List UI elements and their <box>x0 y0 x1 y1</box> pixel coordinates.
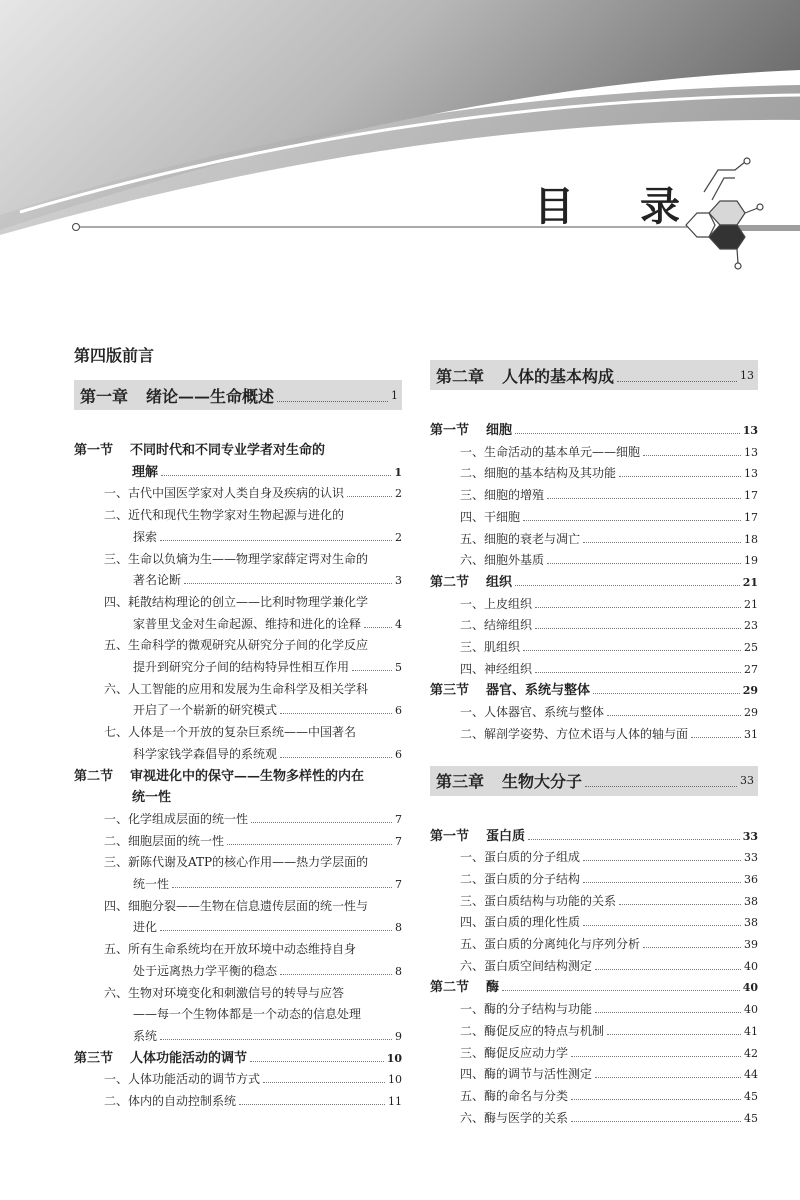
page-number: 18 <box>744 532 758 546</box>
leader-dots <box>515 585 740 586</box>
page-number: 10 <box>386 1051 402 1065</box>
toc-item-text: 一、上皮组织 <box>460 596 533 611</box>
page-number: 40 <box>744 959 758 973</box>
page-number: 38 <box>744 916 758 930</box>
section-title: 酶 <box>486 980 500 996</box>
toc-item-continued[interactable] <box>74 614 402 636</box>
page-number: 11 <box>388 1095 402 1109</box>
toc-item-text: 科学家钱学森倡导的系统观 <box>133 746 278 761</box>
toc-item-text: 开启了一个崭新的研究模式 <box>133 703 278 718</box>
page-number: 38 <box>744 894 758 908</box>
leader-dots <box>547 563 741 564</box>
page-number: 2 <box>395 530 402 544</box>
leader-dots <box>619 904 741 905</box>
toc-item-text: 一、古代中国医学家对人类自身及疾病的认识 <box>104 486 345 501</box>
title-char-2: 录 <box>640 183 680 230</box>
chapter-number: 第三章 <box>436 772 485 792</box>
leader-dots <box>364 627 392 628</box>
toc-item-text: 二、解剖学姿势、方位术语与人体的轴与面 <box>460 726 689 741</box>
page-number: 42 <box>744 1046 758 1060</box>
toc-item[interactable] <box>74 592 402 614</box>
leader-dots <box>643 455 741 456</box>
section-heading-continued[interactable] <box>74 462 402 484</box>
leader-dots <box>523 520 741 521</box>
page-number: 8 <box>395 921 402 935</box>
page-number: 8 <box>395 964 402 978</box>
toc-item-text: 二、近代和现代生物学家对生物起源与进化的 <box>104 508 345 523</box>
leader-dots <box>593 693 740 694</box>
section-heading[interactable] <box>430 680 758 702</box>
toc-item[interactable] <box>430 934 758 956</box>
section-heading[interactable] <box>430 420 758 442</box>
page-number: 33 <box>742 829 758 843</box>
toc-item[interactable] <box>430 1021 758 1043</box>
section-title: 不同时代和不同专业学者对生命的 <box>130 443 326 458</box>
toc-item-text: 二、细胞的基本结构及其功能 <box>460 466 617 481</box>
leader-dots <box>571 1056 741 1057</box>
toc-item-text: 四、神经组织 <box>460 661 533 676</box>
leader-dots <box>280 974 392 975</box>
toc-item[interactable] <box>430 956 758 978</box>
leader-dots <box>528 839 740 840</box>
toc-item-continued[interactable] <box>74 570 402 592</box>
toc-item-text: 提升到研究分子间的结构特异性相互作用 <box>133 660 350 675</box>
toc-item[interactable] <box>430 1108 758 1130</box>
leader-dots <box>172 887 392 888</box>
toc-item-text: 六、蛋白质空间结构测定 <box>460 958 593 973</box>
leader-dots <box>595 969 741 970</box>
page-number: 36 <box>744 872 758 886</box>
toc-item[interactable] <box>74 1091 402 1113</box>
toc-item[interactable] <box>74 1069 402 1091</box>
toc-item-continued[interactable] <box>74 657 402 679</box>
toc-item-text: 三、生命以负熵为生——物理学家薛定谔对生命的 <box>104 551 369 566</box>
leader-dots <box>583 860 741 861</box>
toc-item[interactable] <box>74 939 402 961</box>
chapter-3-heading[interactable] <box>430 766 758 796</box>
page-number: 7 <box>395 834 402 848</box>
toc-item-text: 五、细胞的衰老与凋亡 <box>460 531 581 546</box>
toc-item[interactable] <box>430 1043 758 1065</box>
page-number: 4 <box>395 617 402 631</box>
section-number: 第一节 <box>430 423 470 438</box>
toc-item-text: 进化 <box>133 920 158 935</box>
toc-item[interactable] <box>430 550 758 572</box>
leader-dots <box>607 1034 741 1035</box>
leader-dots <box>547 498 741 499</box>
toc-item[interactable] <box>430 869 758 891</box>
leader-dots <box>535 628 741 629</box>
toc-item[interactable] <box>430 891 758 913</box>
leader-dots <box>571 1099 741 1100</box>
chapter-title: 绪论——生命概述 <box>146 386 275 406</box>
page-number: 45 <box>744 1111 758 1125</box>
page-number: 29 <box>742 684 758 698</box>
page-number: 40 <box>744 1003 758 1017</box>
toc-item[interactable] <box>430 507 758 529</box>
leader-dots <box>280 713 392 714</box>
leader-dots <box>595 1012 741 1013</box>
page-number: 9 <box>395 1029 402 1043</box>
toc-item-text: 一、生命活动的基本单元——细胞 <box>460 444 641 459</box>
page-number: 25 <box>744 641 758 655</box>
page-number: 13 <box>740 368 754 382</box>
toc-item-text: 一、人体功能活动的调节方式 <box>104 1072 261 1087</box>
toc-item-text: 系统 <box>133 1028 158 1043</box>
toc-item[interactable] <box>74 635 402 657</box>
toc-item-text: 三、蛋白质结构与功能的关系 <box>460 893 617 908</box>
leader-dots <box>691 737 741 738</box>
toc-item-text: 二、结缔组织 <box>460 618 533 633</box>
toc-item-continued[interactable] <box>74 527 402 549</box>
toc-item-text: 统一性 <box>133 877 170 892</box>
leader-dots <box>184 583 392 584</box>
page-number: 1 <box>394 465 402 479</box>
toc-item-text: 二、体内的自动控制系统 <box>104 1094 237 1109</box>
leader-dots <box>607 715 741 716</box>
section-number: 第三节 <box>430 683 470 699</box>
section-heading[interactable] <box>430 572 758 594</box>
section-title: 蛋白质 <box>486 828 526 844</box>
leader-dots <box>280 757 392 758</box>
toc-item-text: 三、肌组织 <box>460 640 521 655</box>
section-title: 审视进化中的保守——生物多样性的内在 <box>130 768 365 784</box>
chapter-1-heading[interactable] <box>74 380 402 410</box>
page-number: 7 <box>395 812 402 826</box>
leader-dots <box>251 822 392 823</box>
leader-dots <box>502 990 740 991</box>
section-heading[interactable] <box>430 977 758 999</box>
toc-item-text: 二、蛋白质的分子结构 <box>460 871 581 886</box>
leader-dots <box>515 433 740 434</box>
toc-item[interactable] <box>430 1086 758 1108</box>
page-number: 41 <box>744 1024 758 1038</box>
toc-item[interactable] <box>430 1064 758 1086</box>
toc-item-continued[interactable] <box>74 744 402 766</box>
toc-item-text: 五、蛋白质的分离纯化与序列分析 <box>460 937 641 952</box>
page-number: 10 <box>388 1073 402 1087</box>
toc-item-text: 一、蛋白质的分子组成 <box>460 850 581 865</box>
section-number: 第二节 <box>74 768 114 784</box>
page-number: 27 <box>744 662 758 676</box>
page-number: 2 <box>395 487 402 501</box>
toc-item-text: 一、化学组成层面的统一性 <box>104 811 249 826</box>
page-number: 13 <box>744 467 758 481</box>
preface-heading[interactable]: 第四版前言 <box>74 346 155 365</box>
leader-dots <box>583 925 741 926</box>
leader-dots <box>263 1082 385 1083</box>
toc-item[interactable] <box>430 912 758 934</box>
page-number: 6 <box>395 747 402 761</box>
section-heading[interactable] <box>74 766 402 788</box>
leader-dots <box>619 476 741 477</box>
chapter-title: 人体的基本构成 <box>502 366 615 386</box>
toc-item-continued[interactable] <box>74 700 402 722</box>
toc-item-text: 六、人工智能的应用和发展为生命科学及相关学科 <box>104 681 369 696</box>
page-number: 29 <box>744 706 758 720</box>
toc-item[interactable] <box>74 809 402 831</box>
toc-item-text: 著名论断 <box>133 573 182 588</box>
toc-item-text: 六、生物对环境变化和刺激信号的转导与应答 <box>104 985 345 1000</box>
toc-item[interactable] <box>430 442 758 464</box>
toc-item[interactable] <box>74 896 402 918</box>
leader-dots <box>347 496 392 497</box>
page-number: 40 <box>742 981 758 995</box>
toc-item[interactable] <box>430 594 758 616</box>
leader-dots <box>571 1121 741 1122</box>
toc-item-text: 一、酶的分子结构与功能 <box>460 1002 593 1017</box>
leader-dots <box>250 1061 384 1062</box>
leader-dots <box>595 1077 741 1078</box>
page-number: 6 <box>395 704 402 718</box>
chapter-number: 第一章 <box>80 386 129 406</box>
leader-dots <box>523 650 741 651</box>
toc-item[interactable] <box>430 637 758 659</box>
page-number: 33 <box>740 774 754 788</box>
chapter-title: 生物大分子 <box>502 772 583 792</box>
toc-item-text: 处于远离热力学平衡的稳态 <box>133 963 278 978</box>
section-number: 第三节 <box>74 1050 114 1066</box>
section-title: 统一性 <box>132 790 172 806</box>
leader-dots <box>160 1039 392 1040</box>
leader-dots <box>352 670 392 671</box>
leader-dots <box>161 475 391 476</box>
toc-item-text: 四、干细胞 <box>460 509 521 524</box>
toc-item[interactable] <box>74 852 402 874</box>
page-number: 33 <box>744 851 758 865</box>
section-heading[interactable] <box>430 826 758 848</box>
toc-item-text: 三、细胞的增殖 <box>460 488 545 503</box>
toc-item[interactable] <box>74 505 402 527</box>
section-number: 第二节 <box>430 574 470 590</box>
toc-item-continued[interactable] <box>74 1026 402 1048</box>
chapter-number: 第二章 <box>436 366 485 386</box>
section-heading-continued[interactable] <box>74 787 402 809</box>
chapter-2-heading[interactable] <box>430 360 758 390</box>
toc-item-text: 家普里戈金对生命起源、维持和进化的诠释 <box>133 616 362 631</box>
toc-item-continued[interactable] <box>74 917 402 939</box>
toc-item[interactable] <box>430 485 758 507</box>
section-title: 人体功能活动的调节 <box>130 1050 248 1066</box>
toc-item-text: 五、所有生命系统均在开放环境中动态维持自身 <box>104 942 357 957</box>
toc-item-text: 六、酶与医学的关系 <box>460 1110 569 1125</box>
toc-item-text: 二、细胞层面的统一性 <box>104 833 225 848</box>
page-number: 3 <box>395 574 402 588</box>
leader-dots <box>617 369 737 382</box>
toc-item[interactable] <box>74 722 402 744</box>
toc-item-text: 三、酶促反应动力学 <box>460 1045 569 1060</box>
toc-item[interactable] <box>74 983 402 1005</box>
section-heading[interactable] <box>74 1048 402 1070</box>
toc-item[interactable] <box>74 679 402 701</box>
leader-dots <box>583 542 741 543</box>
page-number: 5 <box>395 661 402 675</box>
toc-item-text: 探索 <box>133 529 158 544</box>
toc-item-text: 七、人体是一个开放的复杂巨系统——中国著名 <box>104 725 357 740</box>
toc-item-continued[interactable] <box>74 1004 402 1026</box>
toc-item-continued[interactable] <box>74 961 402 983</box>
toc-item[interactable] <box>430 702 758 724</box>
leader-dots <box>583 882 741 883</box>
section-heading[interactable] <box>74 440 402 462</box>
page-number: 19 <box>744 554 758 568</box>
toc-item[interactable] <box>430 724 758 746</box>
leader-dots <box>277 389 388 402</box>
section-title: 组织 <box>486 574 513 590</box>
toc-item[interactable] <box>74 549 402 571</box>
toc-item-text: 一、人体器官、系统与整体 <box>460 705 605 720</box>
molecule-icon <box>686 158 763 269</box>
page-number: 23 <box>744 619 758 633</box>
leader-dots <box>227 844 392 845</box>
section-title: 理解 <box>132 464 159 480</box>
toc-item-continued[interactable] <box>74 874 402 896</box>
toc-right-column <box>430 360 758 1129</box>
leader-dots <box>535 672 741 673</box>
page-number: 21 <box>744 597 758 611</box>
page-number: 1 <box>391 388 398 402</box>
leader-dots <box>160 930 392 931</box>
section-number: 第一节 <box>74 443 114 458</box>
page-number: 44 <box>744 1068 758 1082</box>
toc-item-text: 四、酶的调节与活性测定 <box>460 1067 593 1082</box>
page-number: 17 <box>744 510 758 524</box>
toc-item-text: 三、新陈代谢及ATP的核心作用——热力学层面的 <box>104 855 369 870</box>
section-number: 第一节 <box>430 828 470 844</box>
page-number: 45 <box>744 1089 758 1103</box>
page-number: 39 <box>744 938 758 952</box>
toc-item[interactable] <box>430 463 758 485</box>
page-number: 17 <box>744 489 758 503</box>
toc-item-text: 二、酶促反应的特点与机制 <box>460 1023 605 1038</box>
toc-item-text: ——每一个生物体都是一个动态的信息处理 <box>133 1007 362 1022</box>
toc-item-text: 六、细胞外基质 <box>460 553 545 568</box>
toc-item-text: 四、耗散结构理论的创立——比利时物理学兼化学 <box>104 594 369 609</box>
toc-item-text: 五、酶的命名与分类 <box>460 1088 569 1103</box>
leader-dots <box>535 607 741 608</box>
header-decoration <box>0 0 800 300</box>
toc-item[interactable] <box>430 847 758 869</box>
toc-item[interactable] <box>430 615 758 637</box>
toc-left-column <box>74 380 402 1113</box>
page-number: 13 <box>742 424 758 437</box>
toc-item[interactable] <box>74 483 402 505</box>
page-number: 31 <box>744 727 758 741</box>
leader-dots <box>585 774 737 787</box>
page-number: 13 <box>744 445 758 459</box>
page-number: 7 <box>395 878 402 892</box>
toc-item[interactable] <box>430 529 758 551</box>
leader-dots <box>643 947 741 948</box>
page-number: 21 <box>742 575 758 589</box>
section-title: 细胞 <box>486 423 513 438</box>
toc-item-text: 四、细胞分裂——生物在信息遗传层面的统一性与 <box>104 898 369 913</box>
title-char-1: 目 <box>534 183 574 230</box>
leader-dots <box>239 1104 385 1105</box>
toc-item-text: 五、生命科学的微观研究从研究分子间的化学反应 <box>104 638 369 653</box>
section-title: 器官、系统与整体 <box>486 683 591 699</box>
toc-item[interactable] <box>430 999 758 1021</box>
toc-item[interactable] <box>430 659 758 681</box>
section-number: 第二节 <box>430 980 470 996</box>
toc-item-text: 四、蛋白质的理化性质 <box>460 915 581 930</box>
toc-item[interactable] <box>74 831 402 853</box>
leader-dots <box>160 540 392 541</box>
